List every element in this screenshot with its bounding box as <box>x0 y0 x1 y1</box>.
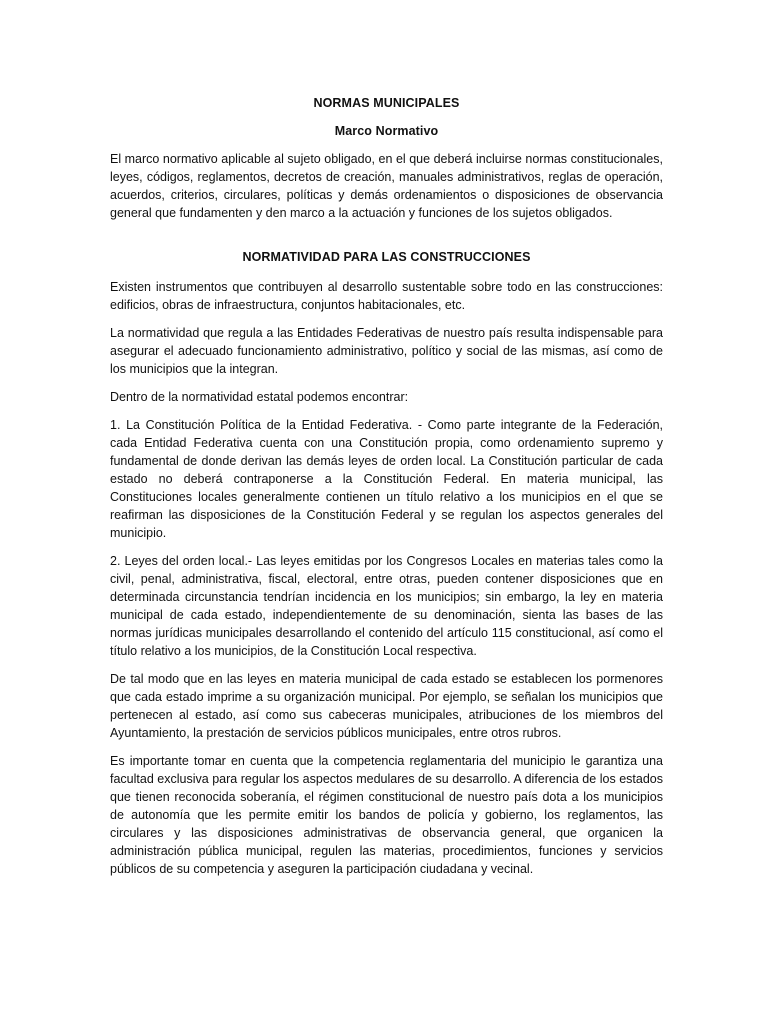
paragraph-regulatory-competence: Es importante tomar en cuenta que la competencia reglamentaria del municipio le garantiza una facultad exclusiva para regular los aspectos medulares de su desarrollo. A diferencia de los estados que tienen reconocida soberanía, el régimen constitucional de nuestro país dota a los municipios de autonomía que les permite emitir los bandos de policía y gobierno, los reglamentos, las circulares y las disposiciones administrativas de observancia general, que organicen la administración pública municipal, regulen las materias, procedimientos, funciones y servicios públicos de su competencia y aseguren la participación ciudadana y vecinal. <box>110 754 663 876</box>
document-page <box>110 88 663 888</box>
paragraph-constitution: 1. La Constitución Política de la Entidad Federativa. - Como parte integrante de la Federación, cada Entidad Federativa cuenta con una Constitución propia, como ordenamiento supremo y fundamental de donde derivan las demás leyes de orden local. La Constitución particular de cada estado no deberá contraponerse a la Constitución Federal. En materia municipal, las Constituciones locales generalmente contienen un título relativo a los municipios en el que se reafirman las disposiciones de la Constitución Federal y se regulan los aspectos generales del municipio. <box>110 418 663 540</box>
paragraph-local-laws: 2. Leyes del orden local.- Las leyes emitidas por los Congresos Locales en materias tales como la civil, penal, administrativa, fiscal, electoral, entre otras, pueden contener disposiciones que en determinada circunstancia tendrían incidencia en los municipios; sin embargo, la ley en materia municipal de cada estado, independientemente de su denominación, sienta las bases de las normas jurídicas municipales desarrollando el contenido del artículo 115 constitucional, así como el título relativo a los municipios, de la Constitución Local respectiva. <box>110 554 663 658</box>
document-title: NORMAS MUNICIPALES <box>313 96 460 110</box>
paragraph-municipal-details: De tal modo que en las leyes en materia municipal de cada estado se establecen los pormenores que cada estado imprime a su organización municipal. Por ejemplo, se señalan los municipios que pertenecen al estado, así como sus cabeceras municipales, atribuciones de los miembros del Ayuntamiento, la prestación de servicios públicos municipales, entre otros rubros. <box>110 672 663 740</box>
section-title: NORMATIVIDAD PARA LAS CONSTRUCCIONES <box>242 250 531 264</box>
paragraph-state-list-intro: Dentro de la normatividad estatal podemos encontrar: <box>110 390 409 404</box>
intro-paragraph: El marco normativo aplicable al sujeto obligado, en el que deberá incluirse normas constitucionales, leyes, códigos, reglamentos, decretos de creación, manuales administrativos, reglas de operación, acuerdos, criterios, circulares, políticas y demás ordenamientos o disposiciones de observancia general que fundamenten y den marco a la actuación y funciones de los sujetos obligados. <box>110 152 663 220</box>
paragraph-instruments: Existen instrumentos que contribuyen al desarrollo sustentable sobre todo en las construcciones: edificios, obras de infraestructura, conjuntos habitacionales, etc. <box>110 280 663 312</box>
paragraph-state-regulation: La normatividad que regula a las Entidades Federativas de nuestro país resulta indispensable para asegurar el adecuado funcionamiento administrativo, político y social de las mismas, así como de los municipios que la integran. <box>110 326 663 376</box>
document-subtitle: Marco Normativo <box>334 124 439 138</box>
